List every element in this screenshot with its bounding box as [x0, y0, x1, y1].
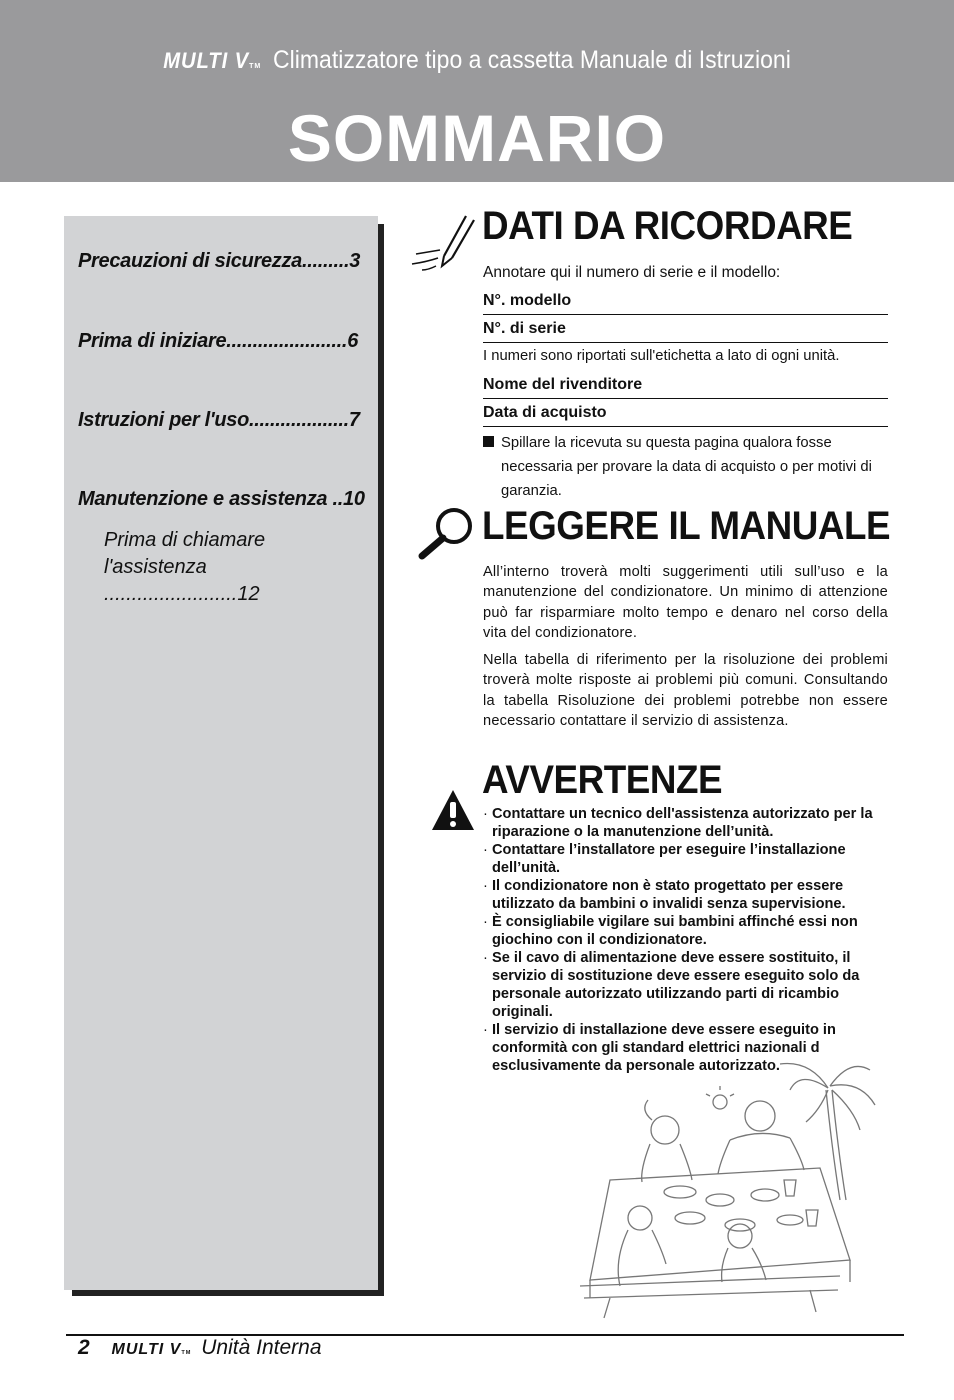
- square-bullet-icon: [483, 436, 494, 447]
- footer: [78, 1336, 322, 1360]
- toc-item-prima-di-iniziare[interactable]: Prima di iniziare.......................6: [78, 330, 359, 352]
- toc-panel: [64, 216, 378, 1290]
- dati-intro: Annotare qui il numero di serie e il modello:: [483, 264, 781, 281]
- header-band: [0, 0, 954, 182]
- toc-subitem-prima-di-chiamare[interactable]: [104, 527, 359, 608]
- multi-v-logo: [163, 48, 261, 73]
- leggere-paragraph-2: Nella tabella di riferimento per la risoluzione dei problemi troverà molte risposte ai problemi più comuni. Consultando la tabella Risoluzione dei problemi potrebbe non essere necessario contattare il servizio di assistenza.: [483, 652, 888, 729]
- pen-icon: [408, 212, 478, 274]
- toc-subitem-line2: l'assistenza ........................12: [104, 556, 260, 605]
- warning-item: · Il servizio di installazione deve essere eseguito in conformità con gli standard elettrici nazionali d esclusivamente da personale autorizzato.: [483, 1021, 893, 1075]
- toc-item-istruzioni[interactable]: Istruzioni per l'uso...................7: [78, 409, 360, 431]
- warnings-list: [483, 805, 893, 1075]
- warning-icon: [430, 788, 476, 832]
- dati-note: I numeri sono riportati sull'etichetta a lato di ogni unità.: [483, 348, 840, 364]
- picnic-illustration: [570, 1050, 910, 1320]
- model-number-field: N°. modello: [483, 290, 888, 315]
- warning-item: · Se il cavo di alimentazione deve essere sostituito, il servizio di sostituzione deve essere eseguito solo da personale autorizzato utilizzando parti di ricambio originali.: [483, 949, 893, 1021]
- staple-line1: [483, 431, 888, 455]
- footer-logo-text: MULTI V: [111, 1341, 182, 1358]
- staple-line3: garanzia.: [501, 483, 562, 499]
- logo-text: MULTI V: [163, 48, 250, 73]
- toc-item-precauzioni[interactable]: Precauzioni di sicurezza.........3: [78, 250, 361, 272]
- toc-item-manutenzione[interactable]: Manutenzione e assistenza ..10: [78, 488, 365, 510]
- staple-note: [483, 431, 888, 503]
- dealer-name-field: Nome del rivenditore: [483, 374, 888, 399]
- leggere-paragraph-1: All’interno troverà molti suggerimenti utili sull’uso e la manutenzione del condizionatore. Un minimo di attenzione può far risparmiare molto tempo e denaro nel corso della vita del condizionatore.: [483, 564, 888, 641]
- footer-logo-tm: TM: [181, 1350, 192, 1356]
- staple-line2: necessaria per provare la data di acquisto o per motivi di: [501, 459, 872, 475]
- page-title: SOMMARIO: [287, 101, 667, 175]
- footer-text: Unità Interna: [201, 1336, 322, 1359]
- header-subtitle-line: [38, 46, 916, 75]
- warning-item: · È consigliabile vigilare sui bambini affinché essi non giochino con il condizionatore.: [483, 913, 893, 949]
- purchase-date-field: Data di acquisto: [483, 402, 888, 427]
- section-title-leggere: LEGGERE IL MANUALE: [482, 504, 891, 548]
- warning-item: · Contattare l’installatore per eseguire l’installazione dell’unità.: [483, 841, 893, 877]
- section-title-dati: DATI DA RICORDARE: [482, 204, 853, 248]
- staple-text1: Spillare la ricevuta su questa pagina qualora fosse: [501, 435, 832, 451]
- warning-item: · Il condizionatore non è stato progettato per essere utilizzato da bambini o invalidi senza supervisione.: [483, 877, 893, 913]
- warning-item: · Contattare un tecnico dell'assistenza autorizzato per la riparazione o la manutenzione dell’unità.: [483, 805, 893, 841]
- magnifier-icon: [416, 506, 478, 562]
- section-title-avvertenze: AVVERTENZE: [482, 758, 723, 802]
- page-number: 2: [78, 1336, 90, 1359]
- serial-number-field: N°. di serie: [483, 318, 888, 343]
- toc-subitem-line1: Prima di chiamare: [104, 529, 266, 551]
- header-subtitle: Climatizzatore tipo a cassetta Manuale di Istruzioni: [273, 46, 791, 74]
- logo-tm: TM: [249, 61, 262, 70]
- footer-multi-v-logo: [112, 1341, 192, 1358]
